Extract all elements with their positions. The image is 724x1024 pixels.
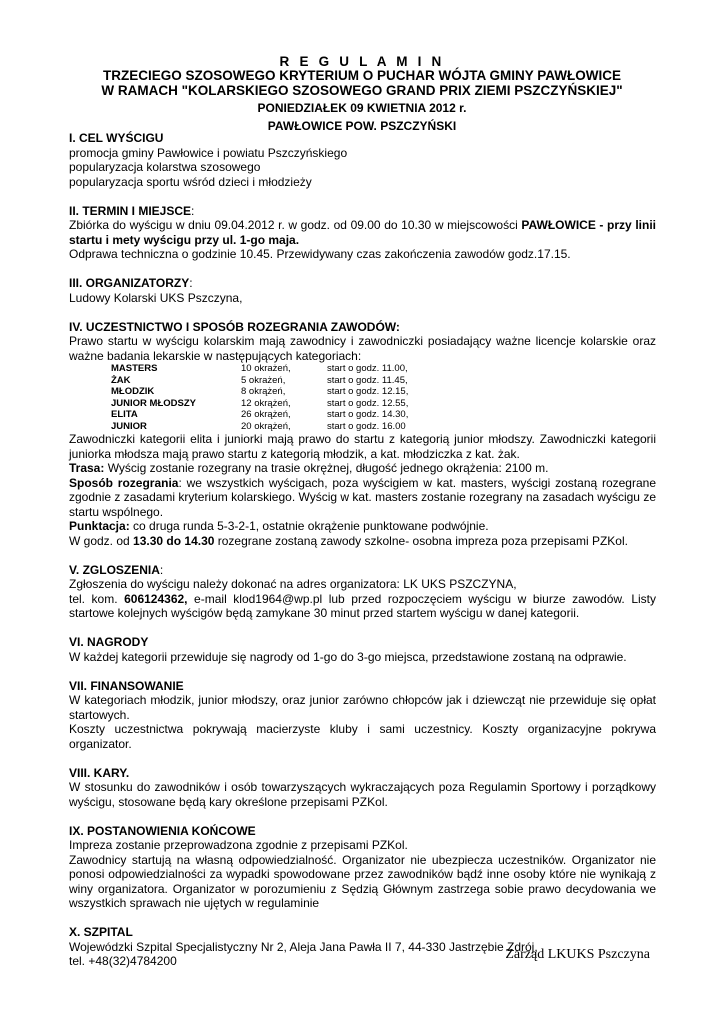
- doc-subtitle-1: TRZECIEGO SZOSOWEGO KRYTERIUM O PUCHAR WÓJTA GMINY PAWŁOWICE: [102, 68, 621, 83]
- signature: Zarząd LKUKS Pszczyna: [505, 947, 650, 962]
- participation-intro: Prawo startu w wyścigu kolarskim mają zawodnicy i zawodniczki posiadający ważne licencje kolarskie oraz ważne badania lekarskie w następujących kategoriach:: [69, 334, 656, 363]
- race-format-text: Sposób rozegrania: we wszystkich wyścigach, poza wyścigiem w kat. masters, wyścigi zostaną rozegrane zgodnie z zasadami kryterium kolarskiego. Wyścig w kat. masters zostanie rozegrany na zasadach wyścigu ze startu wspólnego.: [69, 475, 656, 519]
- section-goal: [69, 131, 656, 189]
- briefing-text: Odprawa techniczna o godzinie 10.45. Przewidywany czas zakończenia zawodów godz.17.15.: [69, 247, 571, 261]
- section-title: VI. NAGRODY: [69, 635, 149, 649]
- section-title: X. SZPITAL: [69, 925, 133, 939]
- section-financing: [69, 679, 656, 752]
- section-title: IV. UCZESTNICTWO I SPOSÓB ROZEGRANIA ZAWODÓW:: [69, 319, 400, 334]
- goal-line: popularyzacja kolarstwa szosowego: [69, 160, 261, 174]
- goal-line: promocja gminy Pawłowice i powiatu Pszczyńskiego: [69, 145, 348, 160]
- organizer-name: Ludowy Kolarski UKS Pszczyna,: [69, 290, 243, 305]
- financing-costs: Koszty uczestnictwa pokrywają macierzyste kluby i sami uczestnicy. Koszty organizacyjne pokrywa organizator.: [69, 722, 656, 751]
- section-title: II. TERMIN I MIEJSCE: [69, 203, 192, 218]
- school-race-text: W godz. od 13.30 do 14.30 rozegrane zostaną zawody szkolne- osobna impreza poza przepisami PZKol.: [69, 533, 628, 548]
- section-date-place: II. TERMIN I MIEJSCE: Zbiórka do wyścigu w dniu 09.04.2012 r. w godz. od 09.00 do 10.30 w miejscowości PAWŁOWICE - przy linii startu i mety wyścigu przy ul. 1-go maja. Odprawa techniczna o godzinie 10.45. Przewidywany czas zakończenia zawodów godz.17.15.: [69, 203, 656, 261]
- doc-subtitle-2: W RAMACH "KOLARSKIEGO SZOSOWEGO GRAND PRIX ZIEMI PSZCZYŃSKIEJ": [101, 83, 623, 98]
- category-row: MŁODZIK 8 okrążeń, start o godz. 12.15,: [111, 386, 409, 397]
- section-title: VIII. KARY.: [69, 765, 130, 780]
- document-body: [69, 131, 656, 969]
- doc-location: PAWŁOWICE POW. PSZCZYŃSKI: [267, 119, 457, 133]
- doc-title: R E G U L A M I N: [279, 54, 445, 69]
- section-registration: V. ZGLOSZENIA: Zgłoszenia do wyścigu należy dokonać na adres organizatora: LK UKS PSZCZYNA, tel. kom. 606124362, e-mail klod1964@wp.pl lub przed rozpoczęciem wyścigu w biurze zawodów. Listy startowe kolejnych wyścigów będą zamykane 30 minut przed startem wyścigu w danej kategorii.: [69, 562, 656, 620]
- doc-date: PONIEDZIAŁEK 09 KWIETNIA 2012 r.: [257, 101, 467, 115]
- section-participation: [69, 320, 656, 549]
- registration-contact: tel. kom. 606124362, e-mail klod1964@wp.pl lub przed rozpoczęciem wyścigu w biurze zawodów. Listy startowe kolejnych wyścigów będą zamykane 30 minut przed startem wyścigu w danej kategorii.: [69, 591, 656, 620]
- hospital-address: Wojewódzki Szpital Specjalistyczny Nr 2, Aleja Jana Pawła II 7, 44-330 Jastrzębie Zdrój,: [69, 939, 538, 954]
- goal-line: popularyzacja sportu wśród dzieci i młodzieży: [69, 174, 312, 189]
- hospital-phone: tel. +48(32)4784200: [69, 954, 177, 968]
- category-row: JUNIOR 20 okrążeń, start o godz. 16.00: [111, 420, 406, 432]
- final-provisions-liability: Zawodnicy startują na własną odpowiedzialność. Organizator nie ubezpiecza uczestników. Organizator nie ponosi odpowiedzialności za wypadki spowodowane przez zawodników bądź inne osoby które nie wynikają z winy organizatora. Organizator w porozumieniu z Sędzią Głównym zastrzega sobie prawo decydowania we wszystkich sprawach nie ujętych w regulaminie: [69, 852, 656, 910]
- category-row: MASTERS 10 okrażeń, start o godz. 11.00,: [111, 363, 408, 374]
- section-prizes: [69, 635, 656, 664]
- scoring-text: Punktacja: co druga runda 5-3-2-1, ostatnie okrążenie punktowane podwójnie.: [69, 519, 489, 533]
- prizes-text: W każdej kategorii przewiduje się nagrody od 1-go do 3-go miejsca, przedstawione zostaną na odprawie.: [69, 649, 627, 664]
- category-row: JUNIOR MŁODSZY 12 okrążeń, start o godz. 12.55,: [111, 397, 409, 409]
- financing-text: W kategoriach młodzik, junior młodszy, oraz junior zarówno chłopców jak i dziewcząt nie przewiduje się opłat startowych.: [69, 693, 656, 722]
- women-categories-text: Zawodniczki kategorii elita i juniorki mają prawo do startu z kategorią junior młodszy. Zawodniczki kategorii juniorka młodsza mają prawo startu z kategorią młodzik, a kat. młodziczka z kat. żak.: [69, 432, 656, 461]
- section-penalties: [69, 766, 656, 810]
- section-title: I. CEL WYŚCIGU: [69, 131, 164, 145]
- penalties-text: W stosunku do zawodników i osób towarzyszących wykraczających poza Regulamin Sportowy i porządkowy wyścigu, stosowane będą kary określone przepisami PZKol.: [69, 780, 656, 809]
- final-provisions-text: Impreza zostanie przeprowadzona zgodnie z przepisami PZKol.: [69, 838, 408, 852]
- date-place-text: Zbiórka do wyścigu w dniu 09.04.2012 r. w godz. od 09.00 do 10.30 w miejscowości PAWŁOWICE - przy linii startu i mety wyścigu przy ul. 1-go maja.: [69, 218, 656, 247]
- category-row: ŻAK 5 okrażeń, start o godz. 11.45,: [111, 374, 408, 386]
- section-title: III. ORGANIZATORZY: [69, 276, 190, 290]
- category-row: ELITA 26 okrążeń, start o godz. 14.30,: [111, 409, 409, 420]
- route-text: Trasa: Wyścig zostanie rozegrany na trasie okrężnej, długość jednego okrążenia: 2100 m.: [69, 461, 549, 475]
- section-title: VII. FINANSOWANIE: [69, 678, 184, 693]
- registration-address: Zgłoszenia do wyścigu należy dokonać na adres organizatora: LK UKS PSZCZYNA,: [69, 577, 517, 591]
- category-table: [111, 363, 656, 432]
- section-title: IX. POSTANOWIENIA KOŃCOWE: [69, 823, 256, 838]
- section-organizers: III. ORGANIZATORZY: Ludowy Kolarski UKS Pszczyna,: [69, 276, 656, 305]
- section-final-provisions: [69, 824, 656, 911]
- section-title: V. ZGLOSZENIA: [69, 562, 160, 577]
